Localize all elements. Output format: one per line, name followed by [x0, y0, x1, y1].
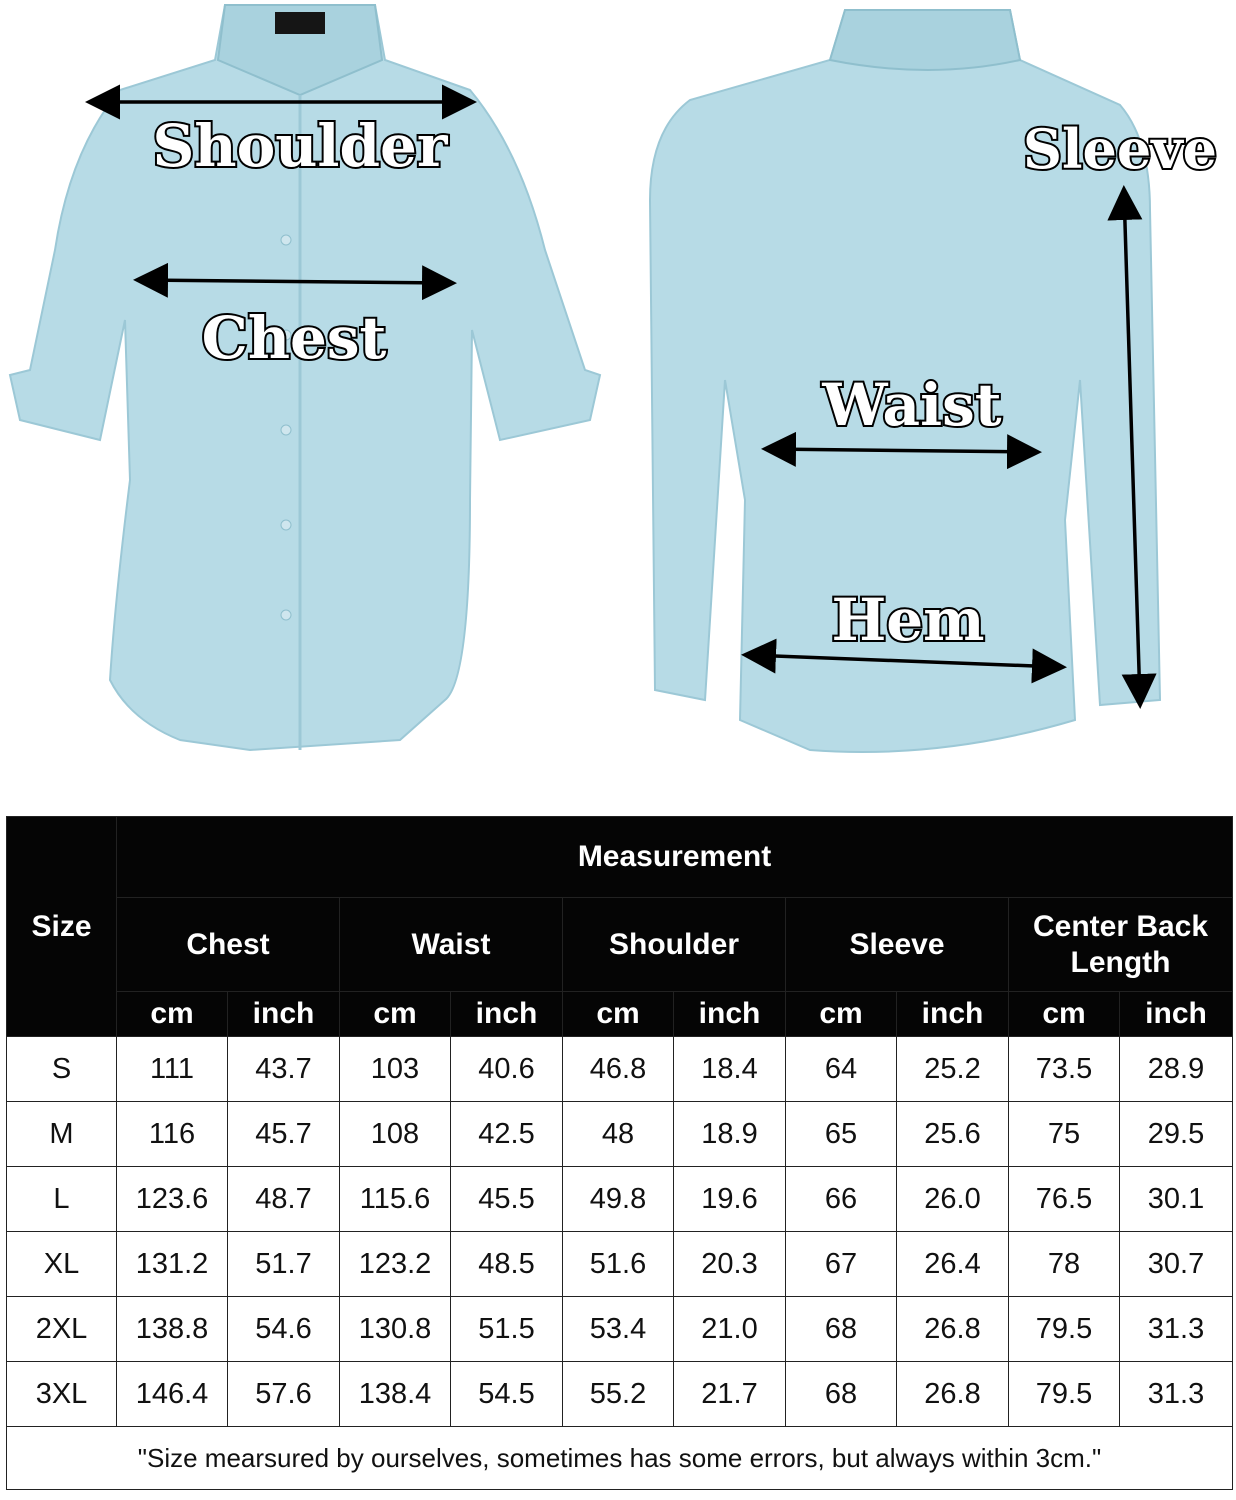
value-cell: 130.8 [340, 1297, 451, 1362]
value-cell: 108 [340, 1102, 451, 1167]
value-cell: 25.2 [897, 1037, 1009, 1102]
unit-header-inch: inch [674, 992, 786, 1037]
value-cell: 54.6 [228, 1297, 340, 1362]
value-cell: 26.0 [897, 1167, 1009, 1232]
value-cell: 115.6 [340, 1167, 451, 1232]
hem-label: Hem [831, 586, 985, 654]
value-cell: 68 [786, 1362, 897, 1427]
value-cell: 48.5 [451, 1232, 563, 1297]
table-row [7, 1167, 1233, 1232]
back-collar [830, 10, 1020, 70]
table-row [7, 1102, 1233, 1167]
value-cell: 78 [1009, 1232, 1120, 1297]
value-cell: 65 [786, 1102, 897, 1167]
unit-header-inch: inch [451, 992, 563, 1037]
table-row [7, 1362, 1233, 1427]
value-cell: 26.4 [897, 1232, 1009, 1297]
value-cell: 26.8 [897, 1362, 1009, 1427]
value-cell: 45.7 [228, 1102, 340, 1167]
unit-header-cm: cm [340, 992, 451, 1037]
value-cell: 25.6 [897, 1102, 1009, 1167]
value-cell: 67 [786, 1232, 897, 1297]
value-cell: 49.8 [563, 1167, 674, 1232]
size-cell: 2XL [7, 1297, 117, 1362]
value-cell: 31.3 [1120, 1362, 1233, 1427]
value-cell: 123.6 [117, 1167, 228, 1232]
unit-header-inch: inch [897, 992, 1009, 1037]
table-row [7, 1037, 1233, 1102]
value-cell: 116 [117, 1102, 228, 1167]
value-cell: 29.5 [1120, 1102, 1233, 1167]
group-header-shoulder: Shoulder [563, 898, 786, 992]
value-cell: 48 [563, 1102, 674, 1167]
chest-label: Chest [201, 304, 387, 372]
unit-header-cm: cm [563, 992, 674, 1037]
value-cell: 18.9 [674, 1102, 786, 1167]
value-cell: 57.6 [228, 1362, 340, 1427]
value-cell: 138.4 [340, 1362, 451, 1427]
unit-header-cm: cm [786, 992, 897, 1037]
value-cell: 30.7 [1120, 1232, 1233, 1297]
value-cell: 75 [1009, 1102, 1120, 1167]
front-button [281, 520, 291, 530]
measurement-note: "Size mearsured by ourselves, sometimes has some errors, but always within 3cm." [7, 1427, 1233, 1490]
value-cell: 131.2 [117, 1232, 228, 1297]
value-cell: 76.5 [1009, 1167, 1120, 1232]
value-cell: 51.6 [563, 1232, 674, 1297]
value-cell: 64 [786, 1037, 897, 1102]
waist-label: Waist [822, 371, 1002, 439]
front-button [281, 610, 291, 620]
value-cell: 20.3 [674, 1232, 786, 1297]
value-cell: 79.5 [1009, 1362, 1120, 1427]
size-cell: L [7, 1167, 117, 1232]
group-header-chest: Chest [117, 898, 340, 992]
value-cell: 31.3 [1120, 1297, 1233, 1362]
value-cell: 66 [786, 1167, 897, 1232]
value-cell: 19.6 [674, 1167, 786, 1232]
value-cell: 21.7 [674, 1362, 786, 1427]
value-cell: 68 [786, 1297, 897, 1362]
value-cell: 79.5 [1009, 1297, 1120, 1362]
value-cell: 138.8 [117, 1297, 228, 1362]
size-cell: 3XL [7, 1362, 117, 1427]
table-row [7, 1232, 1233, 1297]
unit-header-inch: inch [1120, 992, 1233, 1037]
value-cell: 51.5 [451, 1297, 563, 1362]
unit-header-cm: cm [117, 992, 228, 1037]
value-cell: 30.1 [1120, 1167, 1233, 1232]
group-header-center-back-length: Center Back Length [1009, 898, 1233, 992]
front-label-tag [275, 12, 325, 34]
size-table-body [7, 1037, 1233, 1427]
table-row [7, 1297, 1233, 1362]
value-cell: 46.8 [563, 1037, 674, 1102]
size-header: Size [7, 817, 117, 1037]
value-cell: 51.7 [228, 1232, 340, 1297]
value-cell: 55.2 [563, 1362, 674, 1427]
value-cell: 28.9 [1120, 1037, 1233, 1102]
value-cell: 111 [117, 1037, 228, 1102]
measurement-header: Measurement [117, 817, 1233, 898]
sleeve-label: Sleeve [1023, 117, 1217, 181]
value-cell: 123.2 [340, 1232, 451, 1297]
value-cell: 43.7 [228, 1037, 340, 1102]
value-cell: 73.5 [1009, 1037, 1120, 1102]
value-cell: 53.4 [563, 1297, 674, 1362]
value-cell: 42.5 [451, 1102, 563, 1167]
group-header-waist: Waist [340, 898, 563, 992]
value-cell: 26.8 [897, 1297, 1009, 1362]
value-cell: 146.4 [117, 1362, 228, 1427]
front-button [281, 235, 291, 245]
unit-header-cm: cm [1009, 992, 1120, 1037]
value-cell: 54.5 [451, 1362, 563, 1427]
value-cell: 45.5 [451, 1167, 563, 1232]
value-cell: 48.7 [228, 1167, 340, 1232]
size-cell: S [7, 1037, 117, 1102]
group-header-sleeve: Sleeve [786, 898, 1009, 992]
size-chart-table [6, 816, 1233, 1490]
value-cell: 103 [340, 1037, 451, 1102]
value-cell: 18.4 [674, 1037, 786, 1102]
front-button [281, 425, 291, 435]
value-cell: 21.0 [674, 1297, 786, 1362]
unit-header-inch: inch [228, 992, 340, 1037]
size-cell: M [7, 1102, 117, 1167]
shoulder-label: Shoulder [152, 112, 448, 180]
value-cell: 40.6 [451, 1037, 563, 1102]
size-cell: XL [7, 1232, 117, 1297]
